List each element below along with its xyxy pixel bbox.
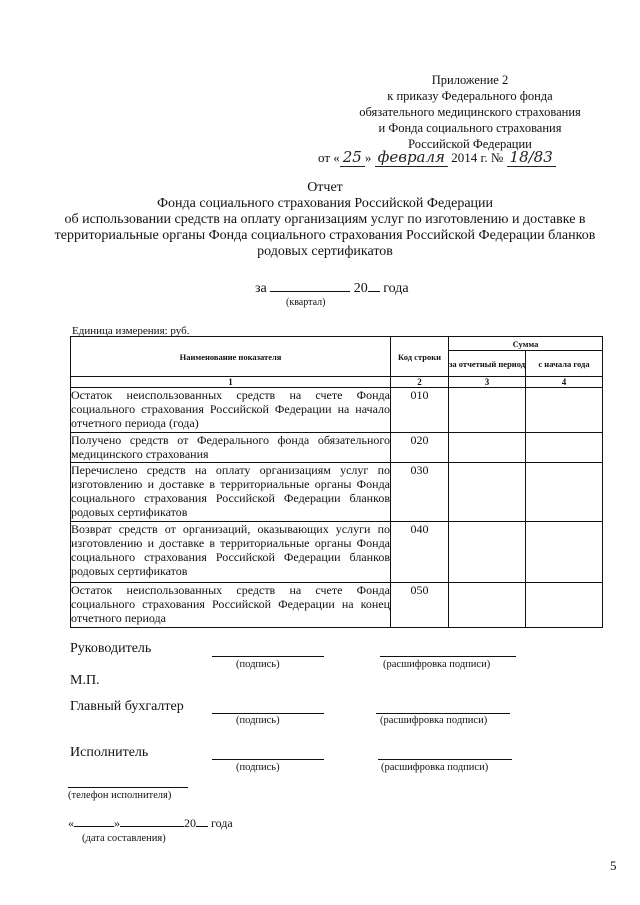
accountant-decode-line[interactable] xyxy=(376,712,510,714)
cell-year-to-date[interactable] xyxy=(526,583,603,628)
signature-caption: (подпись) xyxy=(236,659,280,670)
col-number: 4 xyxy=(526,377,603,388)
period-caption: (квартал) xyxy=(286,297,326,308)
row-name: Остаток неиспользованных средств на счете Фонда социального страхования Российской Федерации на конец отчетного периода xyxy=(71,583,391,628)
row-code: 040 xyxy=(391,522,449,583)
row-code: 050 xyxy=(391,583,449,628)
row-name: Остаток неиспользованных средств на счете Фонда социального страхования Российской Федерации на начало отчетного периода (года) xyxy=(71,388,391,433)
order-day-handwritten: 25 xyxy=(340,148,365,167)
cell-year-to-date[interactable] xyxy=(526,522,603,583)
phone-caption: (телефон исполнителя) xyxy=(68,790,172,801)
stamp-label: М.П. xyxy=(70,673,100,688)
title-line: Отчет xyxy=(307,180,343,195)
date-month-blank[interactable] xyxy=(120,816,184,827)
cell-reporting-period[interactable] xyxy=(449,522,526,583)
appendix-line: Приложение 2 xyxy=(431,73,509,87)
executor-label: Исполнитель xyxy=(70,745,149,760)
chief-accountant-label: Главный бухгалтер xyxy=(70,699,184,714)
cell-reporting-period[interactable] xyxy=(449,463,526,522)
head-label: Руководитель xyxy=(70,641,152,656)
executor-signature-line[interactable] xyxy=(212,758,324,760)
decode-caption: (расшифровка подписи) xyxy=(381,762,489,773)
title-line: Фонда социального страхования Российской Федерации xyxy=(156,196,494,211)
cell-reporting-period[interactable] xyxy=(449,583,526,628)
cell-year-to-date[interactable] xyxy=(526,463,603,522)
header-sum: Сумма xyxy=(449,337,603,351)
order-month-handwritten: февраля xyxy=(375,148,448,167)
header-year-to-date: с начала года xyxy=(526,351,603,377)
title-line: территориальные органы Фонда социального страхования Российской Федерации бланков xyxy=(54,228,596,243)
order-date-line: от « 25 » февраля 2014 г. № 18/83 xyxy=(318,148,556,166)
phone-line[interactable] xyxy=(68,786,188,788)
date-line: « » 20 года xyxy=(68,816,233,830)
header-indicator-name: Наименование показателя xyxy=(71,337,391,377)
header-reporting-period: за отчетный период xyxy=(449,351,526,377)
col-number: 2 xyxy=(391,377,449,388)
report-title xyxy=(50,180,600,260)
appendix-line: и Фонда социального страхования xyxy=(378,121,562,135)
cell-year-to-date[interactable] xyxy=(526,433,603,463)
header-row-code: Код строки xyxy=(391,337,449,377)
appendix-line: Российской Федерации xyxy=(408,137,532,151)
cell-year-to-date[interactable] xyxy=(526,388,603,433)
col-number: 3 xyxy=(449,377,526,388)
head-decode-line[interactable] xyxy=(380,655,516,657)
cell-reporting-period[interactable] xyxy=(449,388,526,433)
head-signature-line[interactable] xyxy=(212,655,324,657)
row-code: 030 xyxy=(391,463,449,522)
row-code: 010 xyxy=(391,388,449,433)
date-year-blank[interactable] xyxy=(196,816,208,827)
report-table xyxy=(70,336,603,628)
accountant-signature-line[interactable] xyxy=(212,712,324,714)
row-code: 020 xyxy=(391,433,449,463)
date-day-blank[interactable] xyxy=(74,816,114,827)
appendix-block xyxy=(340,72,600,152)
appendix-line: к приказу Федерального фонда xyxy=(387,89,553,103)
quarter-blank[interactable] xyxy=(270,279,350,292)
executor-decode-line[interactable] xyxy=(378,758,512,760)
table-row xyxy=(71,522,603,583)
table-row xyxy=(71,463,603,522)
year-blank[interactable] xyxy=(368,279,380,292)
row-name: Получено средств от Федерального фонда обязательного медицинского страхования xyxy=(71,433,390,461)
period-line: за 20 года xyxy=(255,281,409,296)
page-number: 5 xyxy=(610,858,617,873)
order-number-handwritten: 18/83 xyxy=(507,148,556,167)
table-row xyxy=(71,583,603,628)
signature-caption: (подпись) xyxy=(236,715,280,726)
table-row xyxy=(71,388,603,433)
decode-caption: (расшифровка подписи) xyxy=(383,659,491,670)
title-line: об использовании средств на оплату организациям услуг по изготовлению и доставке в xyxy=(64,212,586,227)
row-name: Возврат средств от организаций, оказывающих услуги по изготовлению и доставке в территориальные органы Фонда социального страхования Российской Федерации бланков родовых сертификатов xyxy=(71,522,391,583)
date-caption: (дата составления) xyxy=(82,833,166,844)
col-number: 1 xyxy=(71,377,391,388)
title-line: родовых сертификатов xyxy=(257,244,393,259)
appendix-line: обязательного медицинского страхования xyxy=(359,105,581,119)
row-name: Перечислено средств на оплату организациям услуг по изготовлению и доставке в территориальные органы Фонда социального страхования Российской Федерации бланков родовых сертификатов xyxy=(71,463,391,522)
table-row xyxy=(71,433,603,463)
decode-caption: (расшифровка подписи) xyxy=(380,715,488,726)
signature-caption: (подпись) xyxy=(236,762,280,773)
unit-of-measure: Единица измерения: руб. xyxy=(72,325,190,337)
cell-reporting-period[interactable] xyxy=(449,433,526,463)
